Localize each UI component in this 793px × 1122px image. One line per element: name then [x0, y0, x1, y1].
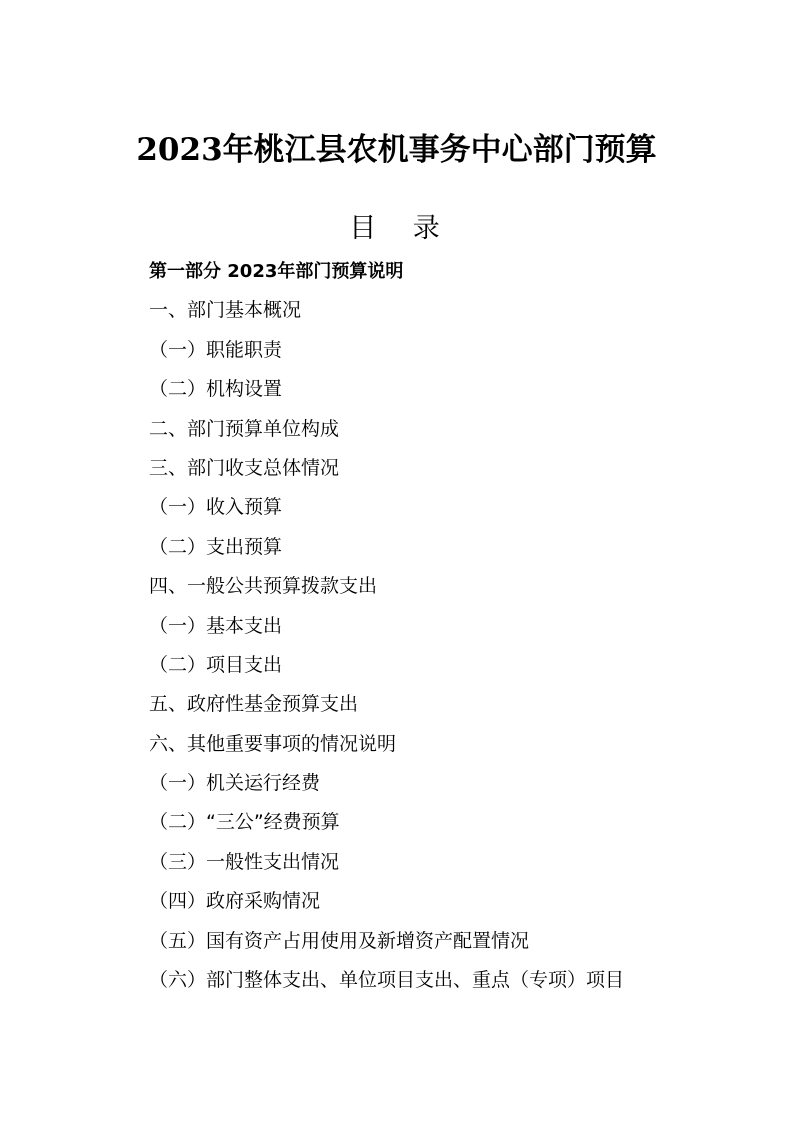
table-of-contents [149, 252, 769, 1000]
toc-section-item: 二、部门预算单位构成 [149, 417, 340, 440]
toc-subsection-item: （二）机构设置 [149, 378, 283, 401]
toc-subsection-item: （一）机关运行经费 [149, 772, 321, 795]
toc-part-heading: 第一部分 2023年部门预算说明 [149, 261, 404, 282]
toc-subsection-item: （一）职能职责 [149, 338, 283, 361]
toc-section-item: 一、部门基本概况 [149, 299, 302, 322]
toc-subsection-item: （二）支出预算 [149, 535, 283, 558]
toc-section-item: 四、一般公共预算拨款支出 [149, 575, 378, 598]
toc-section-item: 六、其他重要事项的情况说明 [149, 732, 397, 755]
toc-subsection-item: （一）收入预算 [149, 496, 283, 519]
toc-subsection-item: （六）部门整体支出、单位项目支出、重点（专项）项目 [149, 969, 625, 992]
toc-section-item: 三、部门收支总体情况 [149, 456, 340, 479]
toc-subsection-item: （二）项目支出 [149, 653, 283, 676]
toc-subsection-item: （一）基本支出 [149, 614, 283, 637]
document-title: 2023年桃江县农机事务中心部门预算 [136, 132, 657, 168]
toc-subsection-item: （二）“三公”经费预算 [149, 811, 340, 834]
toc-section-item: 五、政府性基金预算支出 [149, 693, 359, 716]
toc-subsection-item: （四）政府采购情况 [149, 890, 321, 913]
toc-subsection-item: （三）一般性支出情况 [149, 850, 340, 873]
toc-subsection-item: （五）国有资产占用使用及新增资产配置情况 [149, 929, 530, 952]
toc-heading: 目 录 [349, 213, 454, 244]
